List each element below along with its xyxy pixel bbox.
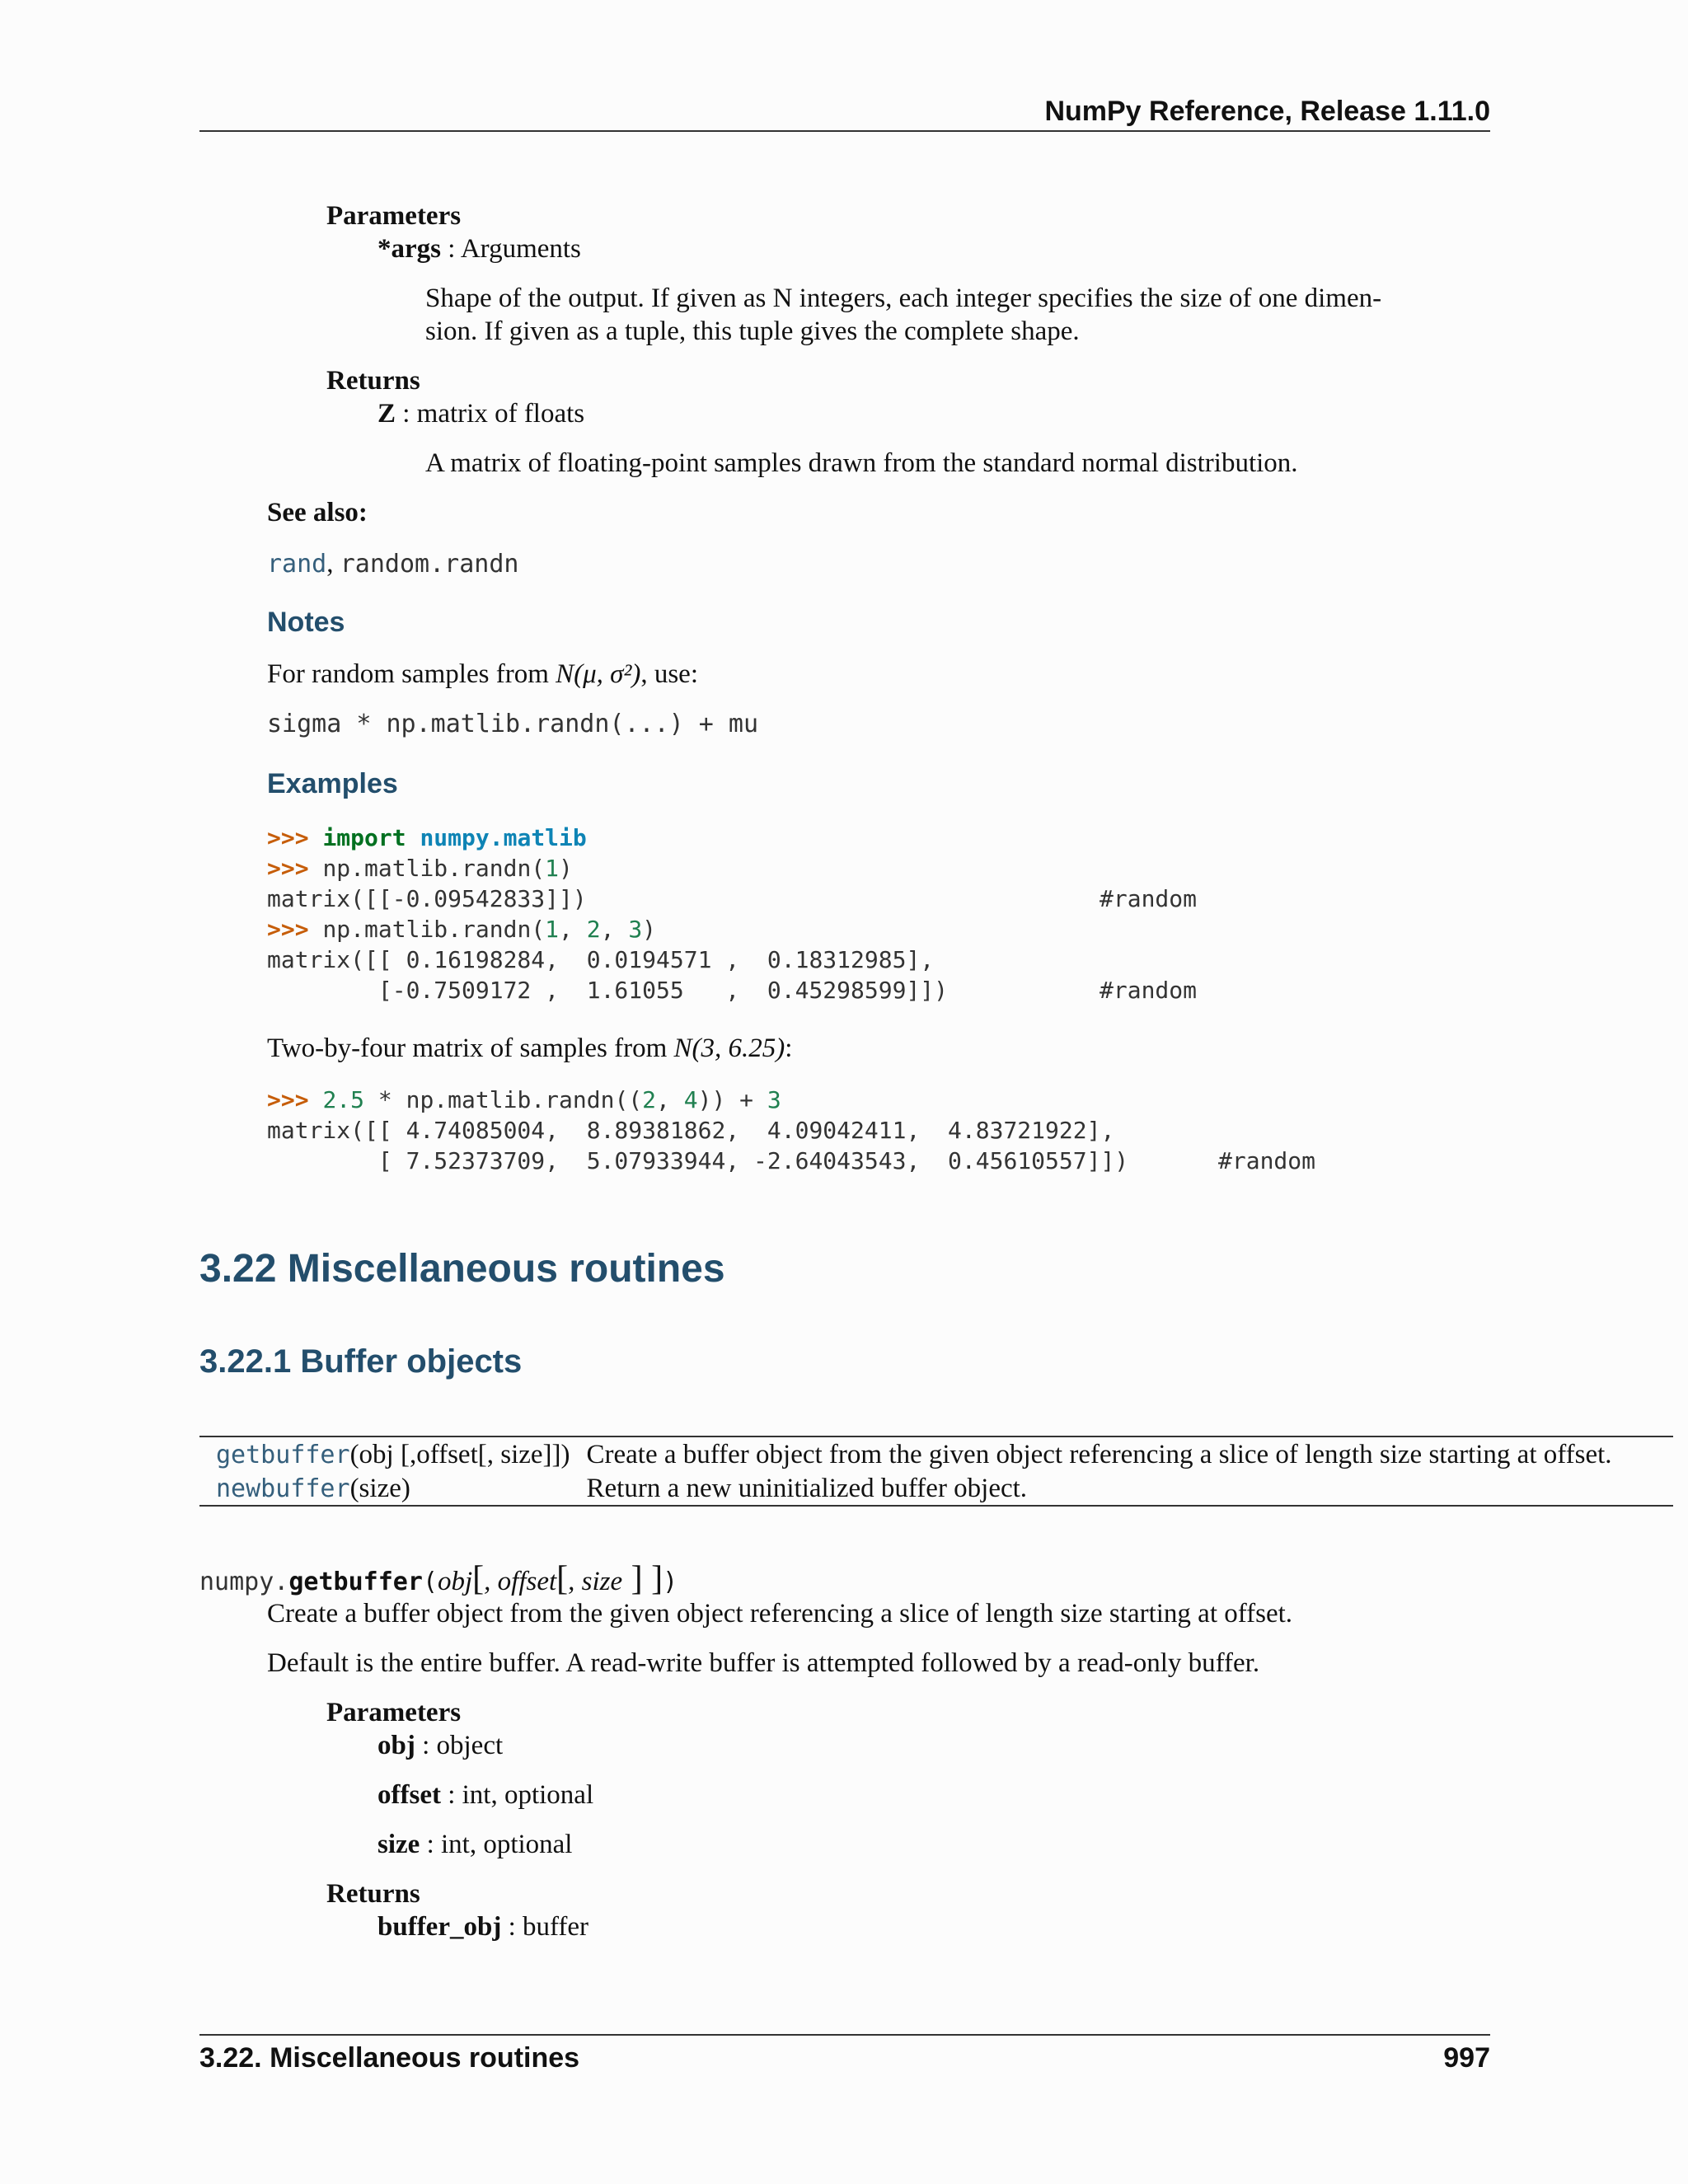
see-also-sep: ,	[326, 549, 340, 579]
code-text: )	[559, 855, 573, 882]
param-name: offset	[377, 1780, 441, 1810]
sig-bracket: ] ]	[622, 1560, 663, 1598]
sig-module: numpy.	[199, 1568, 289, 1596]
code-line-randn1	[267, 853, 573, 883]
code-line-scaled	[267, 1085, 781, 1115]
return-desc: A matrix of floating-point samples drawn from the standard normal distribution.	[425, 448, 1298, 478]
table-sig: (obj [,offset[, size]])	[349, 1440, 570, 1469]
footer-rule	[199, 2034, 1490, 2036]
random-comment: #random	[1100, 977, 1198, 1004]
getbuffer-signature	[199, 1560, 678, 1599]
getbuffer-desc2: Default is the entire buffer. A read-write buffer is attempted followed by a read-only buffer.	[267, 1648, 1260, 1678]
code-output-2b: [-0.7509172 , 1.61055 , 0.45298599]])	[267, 977, 949, 1004]
see-also-list	[267, 547, 519, 581]
param-desc-line1: Shape of the output. If given as N integers, each integer specifies the size of one dimen-	[425, 284, 1382, 313]
code-output-3b: [ 7.52373709, 5.07933944, -2.64043543, 0.45610557]])	[267, 1147, 1129, 1174]
table-row	[199, 1472, 1673, 1506]
returns-heading: Returns	[326, 1879, 420, 1909]
return-z	[377, 397, 584, 430]
see-also-heading: See also:	[267, 498, 368, 527]
header-rule	[199, 130, 1490, 132]
return-buffer-obj	[377, 1910, 588, 1943]
param-type: : object	[415, 1731, 504, 1760]
prompt: >>>	[267, 916, 309, 943]
import-module: numpy.matlib	[420, 824, 587, 851]
two-by-four-post: :	[785, 1033, 793, 1063]
param-offset	[377, 1779, 593, 1811]
two-by-four-pre: Two-by-four matrix of samples from	[267, 1033, 674, 1063]
notes-text-pre: For random samples from	[267, 659, 556, 689]
sig-arg: , size	[568, 1567, 623, 1596]
param-name: obj	[377, 1731, 415, 1760]
param-name: *args	[377, 234, 441, 264]
random-comment: #random	[1100, 885, 1198, 912]
table-cell-desc: Return a new uninitialized buffer object.	[586, 1474, 1028, 1503]
code-text: )	[642, 916, 657, 943]
table-sig: (size)	[349, 1474, 410, 1503]
import-keyword: import	[322, 824, 406, 851]
subsection-heading: 3.22.1 Buffer objects	[199, 1343, 523, 1380]
code-number: 2	[586, 916, 601, 943]
code-output-2a: matrix([[ 0.16198284, 0.0194571 , 0.18312985],	[267, 946, 935, 973]
code-line-randn123	[267, 914, 656, 944]
code-output-1: matrix([[-0.09542833]])	[267, 885, 587, 912]
return-name: Z	[377, 399, 396, 429]
returns-heading: Returns	[326, 366, 420, 396]
getbuffer-link[interactable]: getbuffer	[216, 1441, 350, 1469]
table-cell-name	[199, 1472, 570, 1506]
parameters-heading: Parameters	[326, 201, 462, 231]
code-text: )) +	[697, 1086, 767, 1113]
return-type: : buffer	[501, 1912, 589, 1942]
getbuffer-desc1: Create a buffer object from the given object referencing a slice of length size starting at offset.	[267, 1599, 1293, 1629]
prompt: >>>	[267, 855, 309, 882]
page-number: 997	[1443, 2042, 1490, 2074]
sig-arg: obj	[438, 1567, 473, 1596]
see-also-link-rand[interactable]: rand	[267, 550, 327, 579]
parameters-heading: Parameters	[326, 1698, 462, 1727]
table-cell-desc: Create a buffer object from the given object referencing a slice of length size starting at offset.	[586, 1440, 1612, 1469]
table-bottom-rule	[199, 1505, 1673, 1507]
two-by-four-math: N(3, 6.25)	[673, 1033, 785, 1063]
param-desc-line2: sion. If given as a tuple, this tuple gives the complete shape.	[425, 316, 1080, 346]
table-top-rule	[199, 1436, 1673, 1437]
code-text: * np.matlib.randn((	[364, 1086, 643, 1113]
code-number: 1	[545, 916, 560, 943]
sig-paren: (	[422, 1568, 438, 1596]
code-number: 1	[545, 855, 560, 882]
code-text: np.matlib.randn(	[322, 916, 546, 943]
code-text: np.matlib.randn(	[322, 855, 546, 882]
code-number: 2	[642, 1086, 657, 1113]
summary-table	[199, 1438, 1673, 1506]
two-by-four-text	[267, 1032, 792, 1065]
sig-bracket: [	[556, 1560, 569, 1598]
see-also-random-randn: random.randn	[340, 550, 519, 579]
return-name: buffer_obj	[377, 1912, 502, 1942]
notes-text-post: , use:	[640, 659, 699, 689]
param-type: : Arguments	[441, 234, 581, 264]
notes-math: N(μ, σ²)	[556, 659, 641, 689]
code-number: 3	[767, 1086, 781, 1113]
sig-bracket: [	[472, 1560, 485, 1598]
code-text: ,	[656, 1086, 684, 1113]
newbuffer-link[interactable]: newbuffer	[216, 1474, 350, 1503]
code-line-import	[267, 823, 587, 853]
param-name: size	[377, 1830, 420, 1859]
param-args	[377, 232, 581, 265]
footer-section: 3.22. Miscellaneous routines	[199, 2042, 580, 2074]
code-output-3a: matrix([[ 4.74085004, 8.89381862, 4.09042411, 4.83721922],	[267, 1117, 1115, 1144]
notes-text	[267, 658, 698, 691]
param-type: : int, optional	[440, 1780, 594, 1810]
sig-paren: )	[663, 1568, 678, 1596]
param-obj	[377, 1729, 503, 1762]
code-number: 4	[683, 1086, 698, 1113]
param-type: : int, optional	[420, 1830, 573, 1859]
code-number: 2.5	[322, 1086, 365, 1113]
examples-heading: Examples	[267, 768, 398, 799]
return-type: : matrix of floats	[396, 399, 585, 429]
prompt: >>>	[267, 824, 309, 851]
sig-arg: , offset	[484, 1567, 557, 1596]
param-size	[377, 1828, 572, 1861]
table-cell-name	[199, 1438, 570, 1472]
table-row	[199, 1438, 1673, 1472]
notes-heading: Notes	[267, 607, 345, 638]
random-comment: #random	[1218, 1147, 1316, 1174]
code-text: ,	[600, 916, 629, 943]
section-heading: 3.22 Miscellaneous routines	[199, 1247, 725, 1291]
running-header: NumPy Reference, Release 1.11.0	[1044, 96, 1490, 127]
code-number: 3	[628, 916, 643, 943]
sig-func: getbuffer	[288, 1568, 423, 1596]
prompt: >>>	[267, 1086, 309, 1113]
code-text: ,	[559, 916, 587, 943]
notes-code: sigma * np.matlib.randn(...) + mu	[267, 710, 759, 738]
